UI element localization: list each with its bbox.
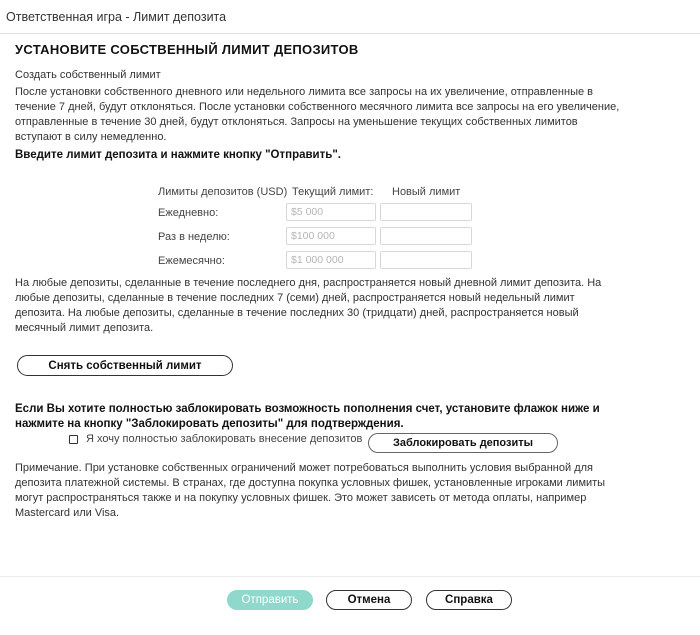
footer-divider bbox=[0, 576, 700, 577]
block-text: Если Вы хотите полностью заблокировать возможность пополнения счет, установите флажок ниже и нажмите на кнопку "Заблокировать депозиты" для подтверждения. bbox=[15, 403, 600, 430]
monthly-current-limit[interactable] bbox=[286, 251, 376, 269]
window-title: Ответственная игра - Лимит депозита bbox=[6, 10, 227, 24]
note-text: Примечание. При установке собственных ограничений может потребоваться выполнить условия выбранной для депозита платежной системы. В странах, где доступна покупка условных фишек, установленные игроками лимиты могут распространяться также и на покупку условных фишек. Это может зависеть от метода оплаты, например Mastercard или Visa. bbox=[15, 462, 606, 519]
block-deposits-checkbox[interactable] bbox=[69, 435, 78, 444]
help-button[interactable]: Справка bbox=[426, 590, 512, 610]
daily-new-limit-input[interactable] bbox=[380, 203, 472, 221]
title-bar bbox=[0, 0, 700, 34]
weekly-current-limit[interactable] bbox=[286, 227, 376, 245]
remove-limit-button[interactable]: Снять собственный лимит bbox=[17, 355, 233, 376]
weekly-new-limit-input[interactable] bbox=[380, 227, 472, 245]
daily-label: Ежедневно: bbox=[158, 207, 219, 219]
page-title: УСТАНОВИТЕ СОБСТВЕННЫЙ ЛИМИТ ДЕПОЗИТОВ bbox=[15, 42, 359, 57]
cancel-button[interactable]: Отмена bbox=[326, 590, 412, 610]
limits-header-new: Новый лимит bbox=[392, 186, 461, 198]
deposits-note: На любые депозиты, сделанные в течение последнего дня, распространяется новый дневной лимит депозита. На любые депозиты, сделанные в течение последних 7 (семи) дней, распространяется новый недельный лимит депозита. На любые депозиты, сделанные в течение последних 30 (тридцати) дней, распространяется новый месячный лимит депозита. bbox=[15, 277, 602, 334]
daily-current-limit[interactable] bbox=[286, 203, 376, 221]
limits-header-label: Лимиты депозитов (USD) bbox=[158, 186, 288, 198]
monthly-new-limit-input[interactable] bbox=[380, 251, 472, 269]
block-deposits-button[interactable]: Заблокировать депозиты bbox=[368, 433, 558, 453]
monthly-label: Ежемесячно: bbox=[158, 255, 225, 267]
submit-button[interactable]: Отправить bbox=[227, 590, 313, 610]
weekly-label: Раз в неделю: bbox=[158, 231, 230, 243]
instruction-text: Введите лимит депозита и нажмите кнопку "Отправить". bbox=[15, 149, 341, 161]
subheading: Создать собственный лимит bbox=[15, 69, 161, 81]
limits-header-current: Текущий лимит: bbox=[292, 186, 374, 198]
intro-text: После установки собственного дневного или недельного лимита все запросы на их увеличение, отправленные в течение 7 дней, будут отклоняться. После установки собственного месячного лимита все запросы на его увеличение, отправленные в течение 30 дней, будут отклоняться. Запросы на уменьшение текущих собственных лимитов вступают в силу немедленно. bbox=[15, 86, 620, 143]
block-checkbox-label: Я хочу полностью заблокировать внесение депозитов bbox=[86, 433, 363, 445]
